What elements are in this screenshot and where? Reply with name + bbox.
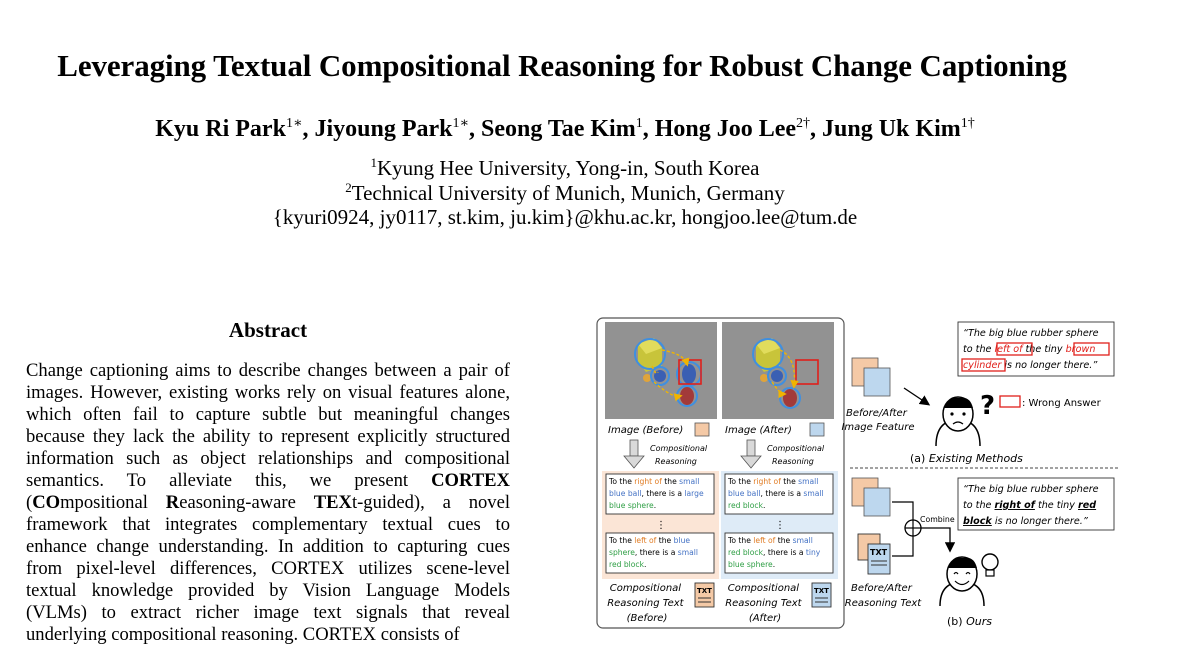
author-affil-mark: 2† (796, 116, 811, 131)
author-affil-mark: 1† (960, 116, 975, 131)
author-list: Kyu Ri Park$^{1∗}$, Jiyoung Park$^{1∗}$, Seong Tae Kim$^1$, Hong Joo Lee$^{2\dagger}$, Jung Uk Kim$^{1\dagger}$ (155, 116, 975, 142)
svg-text:“The big blue rubber sphere: “The big blue rubber sphere to the left of the tiny brown cylinder is no longer there.” (963, 328, 1099, 371)
happy-person-icon (940, 557, 984, 606)
abstract-text: a novel framework that integrates complementary textual cues to enhance change understanding. In addition to capturing cues from pixel-level differences, CORTEX utilizes scene-level textual knowledge provided by Vision Language Models (VLMs) to extract richer image text signals that reveal underlying compositional reasoning. CORTEX consists of (26, 492, 510, 645)
quote-box-ours (958, 478, 1114, 530)
author-name: Jiyoung Park (314, 116, 453, 142)
before-image (605, 322, 717, 419)
affil-mark: 1 (370, 155, 378, 170)
affil-text: Technical University of Munich, Munich, Germany (351, 181, 785, 205)
abstract-text: mpositional (60, 492, 166, 513)
author-emails: {kyuri0924, jy0117, st.kim, ju.kim}@khu.ac.kr, hongjoo.lee@tum.de (272, 205, 858, 229)
svg-text:“The big blue rubber sphere: “The big blue rubber sphere to the right of the tiny red block is no longer there.” (963, 484, 1099, 527)
combine-node-icon (892, 502, 950, 556)
txt-document-icon (812, 583, 831, 607)
abstract-text: easoning-aware (179, 492, 314, 513)
author-affil-mark: 1∗ (452, 116, 469, 131)
image-after-label: Image (After) (725, 425, 792, 436)
compositional-label: Compositional (650, 444, 708, 453)
abstract-text: t-guided), (351, 492, 443, 513)
abstract-heading: Abstract (228, 318, 308, 342)
wrong-answer-legend-box (1000, 396, 1020, 407)
stacked-feature-cubes-icon (852, 358, 890, 396)
before-reasoning-sentence-2: To the left of the blue sphere, there is a small red block. (609, 536, 699, 569)
svg-text:TXT: TXT (814, 587, 829, 595)
reasoning-text-after-label: Compositional Reasoning Text (After) (725, 583, 802, 624)
lightbulb-icon (982, 554, 998, 576)
paper-title: Leveraging Textual Compositional Reasoning for Robust Change Captioning (57, 48, 1067, 83)
reasoning-text-feature-label: Before/After Reasoning Text (844, 583, 922, 609)
after-reasoning-sentence-1: To the right of the small blue ball, there is a small red block. (728, 477, 824, 510)
author-name: Hong Joo Lee (654, 116, 797, 142)
author-name: Jung Uk Kim (822, 116, 961, 142)
teaser-figure (592, 316, 1122, 630)
arrow (904, 388, 928, 404)
quote-box-existing (958, 322, 1114, 376)
stacked-feature-cubes-icon (852, 478, 890, 516)
image-feature-label: Before/After Image Feature (841, 408, 915, 433)
author-affil-mark: 1∗ (285, 116, 303, 131)
txt-document-icon (695, 583, 714, 607)
before-reasoning-sentence-1: To the right of the small blue ball, there is a large blue sphere. (609, 477, 704, 510)
author-affil-mark: 1 (635, 116, 643, 131)
ellipsis: ⋮ (656, 520, 666, 531)
affiliation-1 (0, 156, 1130, 181)
ellipsis: ⋮ (775, 520, 785, 531)
affiliation-2 (0, 181, 1130, 206)
affil-mark: 2 (345, 180, 352, 195)
confused-person-icon (936, 397, 980, 446)
image-before-label: Image (Before) (608, 425, 684, 436)
after-reasoning-sentence-2: To the left of the small red block, there is a tiny blue sphere. (728, 536, 821, 569)
caption-a: (a) Existing Methods (910, 452, 1023, 465)
after-cube-icon (810, 423, 824, 436)
acronym-letter: R (165, 492, 180, 513)
reasoning-label: Reasoning (655, 457, 697, 466)
acronym-letter: CO (32, 492, 61, 513)
svg-text:TXT: TXT (870, 548, 888, 557)
caption-b: (b) Ours (947, 615, 992, 628)
question-mark-icon: ? (980, 391, 996, 421)
combine-label: Combine (920, 515, 955, 524)
abstract-text: ( (26, 492, 33, 513)
wrong-answer-label: : Wrong Answer (1022, 398, 1101, 409)
abstract-body (26, 360, 510, 645)
author-name: Kyu Ri Park (155, 116, 286, 142)
stacked-txt-icon (858, 534, 890, 574)
reasoning-text-before-label: Compositional Reasoning Text (Before) (607, 583, 684, 624)
reasoning-label: Reasoning (772, 457, 814, 466)
author-name: Seong Tae Kim (481, 116, 636, 142)
abstract-text: Change captioning aims to describe changes between a pair of images. However, existing works rely on visual features alone, which often fail to capture subtle but meaningful changes because they lack the ability to represent explicitly structured information such as object relationships and compositional semantics. To alleviate this, we present (26, 360, 510, 491)
affil-text: Kyung Hee University, Yong-in, South Korea (377, 156, 760, 180)
svg-text:TXT: TXT (697, 587, 712, 595)
acronym-letter: TEX (313, 492, 352, 513)
method-name: CORTEX (431, 470, 510, 491)
before-cube-icon (695, 423, 709, 436)
after-image (722, 322, 834, 419)
compositional-label: Compositional (767, 444, 825, 453)
